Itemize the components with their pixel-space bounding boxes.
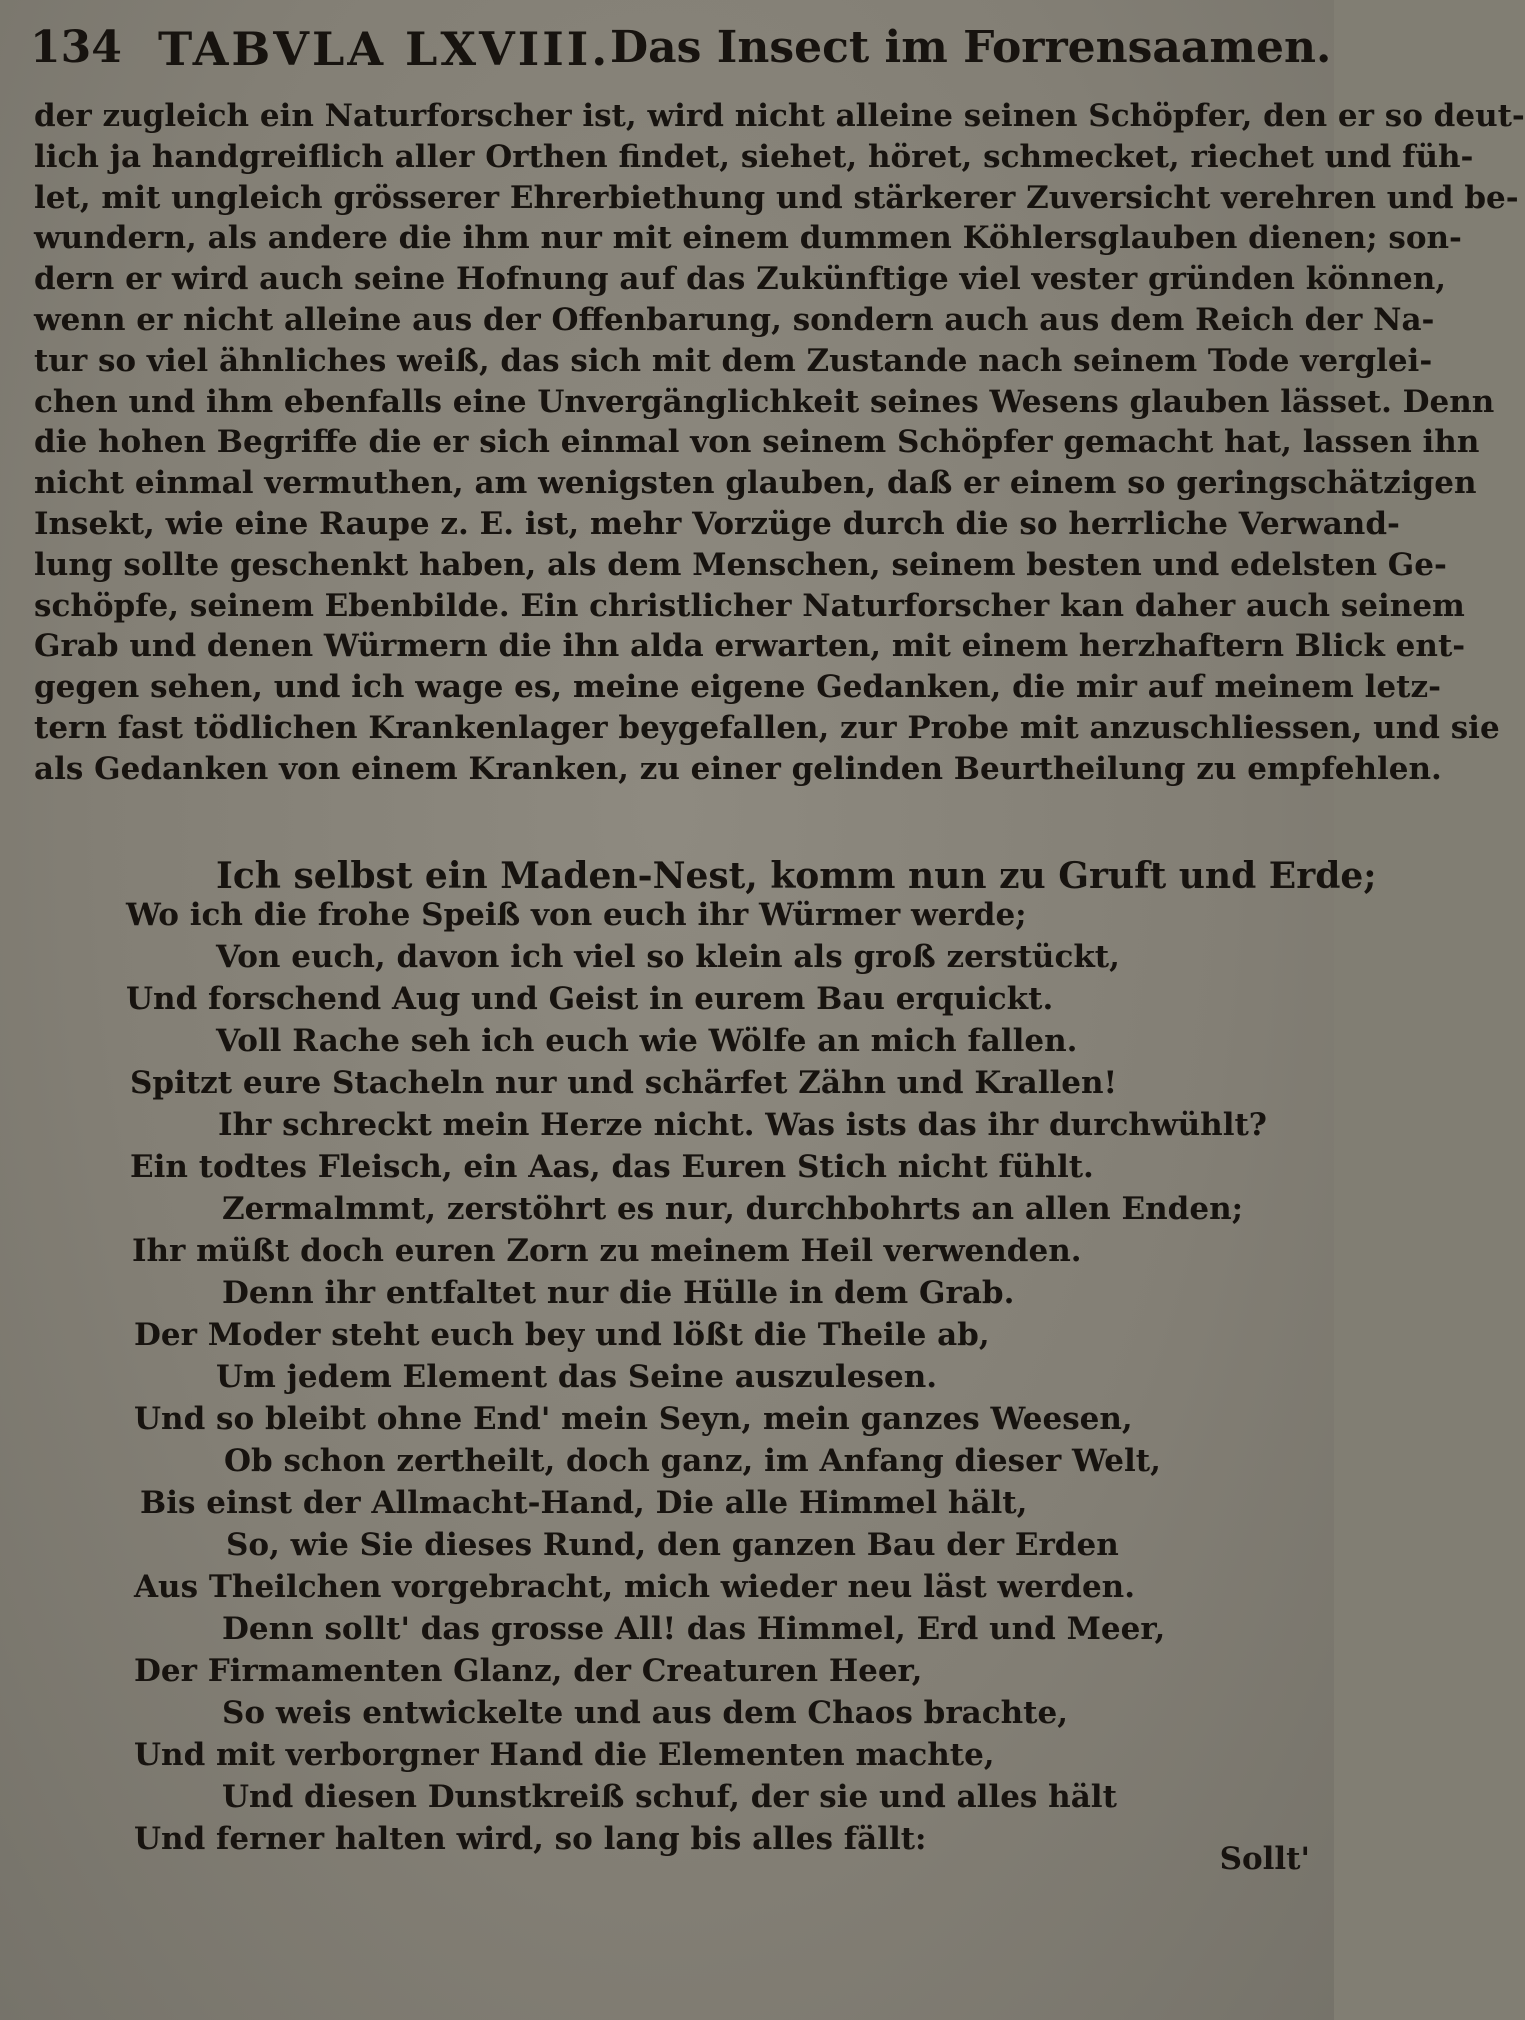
poem-line: Ich selbst ein Maden-Nest, komm nun zu Gruft und Erde; bbox=[216, 855, 1377, 897]
poem-line: Zermalmmt, zerstöhrt es nur, durchbohrts an allen Enden; bbox=[222, 1191, 1244, 1227]
page-title: Das Insect im Forrensaamen. bbox=[610, 22, 1332, 73]
prose-line: der zugleich ein Naturforscher ist, wird nicht alleine seinen Schöpfer, den er so deut- bbox=[34, 98, 1525, 134]
prose-line: tern fast tödlichen Krankenlager beygefallen, zur Probe mit anzuschliessen, und sie bbox=[34, 709, 1500, 746]
poem-line: Und so bleibt ohne End' mein Seyn, mein ganzes Weesen, bbox=[134, 1401, 1133, 1437]
prose-line: tur so viel ähnliches weiß, das sich mit dem Zustande nach seinem Tode verglei- bbox=[34, 342, 1433, 379]
poem-line: Der Moder steht euch bey und lößt die Theile ab, bbox=[134, 1317, 990, 1353]
poem-line: Der Firmamenten Glanz, der Creaturen Heer, bbox=[134, 1653, 923, 1689]
poem-line: Bis einst der Allmacht-Hand, Die alle Himmel hält, bbox=[140, 1485, 1028, 1521]
poem-line: Denn sollt' das grosse All! das Himmel, Erd und Meer, bbox=[222, 1611, 1166, 1647]
prose-line: wenn er nicht alleine aus der Offenbarung, sondern auch aus dem Reich der Na- bbox=[34, 301, 1435, 338]
poem-line: Und mit verborgner Hand die Elementen machte, bbox=[134, 1737, 995, 1773]
prose-line: dern er wird auch seine Hofnung auf das Zukünftige viel vester gründen können, bbox=[34, 261, 1447, 298]
poem-line: Spitzt eure Stacheln nur und schärfet Zähn und Krallen! bbox=[130, 1065, 1118, 1101]
prose-line: schöpfe, seinem Ebenbilde. Ein christlicher Naturforscher kan daher auch seinem bbox=[34, 587, 1465, 624]
poem-line: Um jedem Element das Seine auszulesen. bbox=[216, 1359, 938, 1395]
prose-line: lung sollte geschenkt haben, als dem Menschen, seinem besten und edelsten Ge- bbox=[34, 546, 1447, 583]
poem-line: Und ferner halten wird, so lang bis alles fällt: bbox=[134, 1821, 927, 1857]
prose-line: let, mit ungleich grösserer Ehrerbiethung und stärkerer Zuversicht verehren und be- bbox=[34, 179, 1519, 216]
catchword: Sollt' bbox=[1219, 1841, 1310, 1877]
prose-line: als Gedanken von einem Kranken, zu einer gelinden Beurtheilung zu empfehlen. bbox=[34, 750, 1442, 787]
running-header bbox=[30, 22, 1332, 88]
prose-line: chen und ihm ebenfalls eine Unvergänglichkeit seines Wesens glauben lässet. Denn bbox=[34, 383, 1495, 420]
page-number: 134 bbox=[30, 22, 122, 73]
poem-line: So weis entwickelte und aus dem Chaos brachte, bbox=[222, 1695, 1068, 1731]
prose-line: gegen sehen, und ich wage es, meine eigene Gedanken, die mir auf meinem letz- bbox=[34, 669, 1441, 706]
poem-line: Ihr müßt doch euren Zorn zu meinem Heil verwenden. bbox=[132, 1233, 1082, 1269]
poem-line: Ihr schreckt mein Herze nicht. Was ists das ihr durchwühlt? bbox=[218, 1107, 1267, 1143]
poem-line: Denn ihr entfaltet nur die Hülle in dem Grab. bbox=[222, 1275, 1015, 1311]
poem-line: Voll Rache seh ich euch wie Wölfe an mich fallen. bbox=[216, 1023, 1078, 1059]
prose-line: lich ja handgreiflich aller Orthen findet, siehet, höret, schmecket, riechet und füh- bbox=[34, 138, 1474, 175]
prose-line: nicht einmal vermuthen, am wenigsten glauben, daß er einem so geringschätzigen bbox=[34, 465, 1477, 502]
plate-label: TABVLA LXVIII. bbox=[158, 22, 611, 76]
poem-line: Aus Theilchen vorgebracht, mich wieder neu läst werden. bbox=[134, 1569, 1136, 1605]
poem-line: Ob schon zertheilt, doch ganz, im Anfang dieser Welt, bbox=[224, 1443, 1161, 1479]
prose-paragraph bbox=[34, 96, 1525, 790]
prose-line: Grab und denen Würmern die ihn alda erwarten, mit einem herzhaftern Blick ent- bbox=[34, 628, 1466, 665]
poem-line: Wo ich die frohe Speiß von euch ihr Würmer werde; bbox=[126, 897, 1027, 933]
poem-line: Von euch, davon ich viel so klein als groß zerstückt, bbox=[216, 939, 1120, 975]
poem-line: So, wie Sie dieses Rund, den ganzen Bau der Erden bbox=[226, 1527, 1119, 1563]
prose-line: wundern, als andere die ihm nur mit einem dummen Köhlersglauben dienen; son- bbox=[34, 220, 1462, 257]
poem-line: Und forschend Aug und Geist in eurem Bau erquickt. bbox=[126, 981, 1054, 1017]
prose-line: Insekt, wie eine Raupe z. E. ist, mehr Vorzüge durch die so herrliche Verwand- bbox=[34, 505, 1400, 542]
poem-line: Und diesen Dunstkreiß schuf, der sie und alles hält bbox=[222, 1779, 1117, 1815]
poem-line: Ein todtes Fleisch, ein Aas, das Euren Stich nicht fühlt. bbox=[130, 1149, 1094, 1185]
prose-line: die hohen Begriffe die er sich einmal von seinem Schöpfer gemacht hat, lassen ihn bbox=[34, 424, 1480, 461]
